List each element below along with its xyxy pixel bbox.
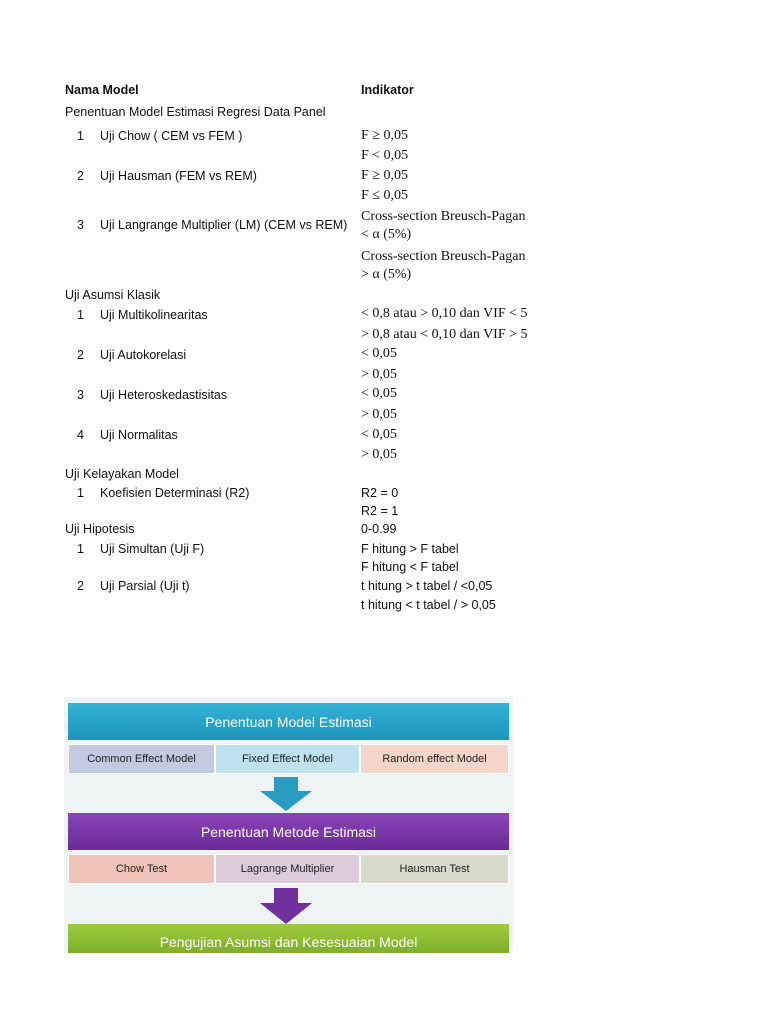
row-number: 1 xyxy=(77,308,84,322)
row-name: Uji Heteroskedastisitas xyxy=(100,388,228,402)
indicator: t hitung > t tabel / <0,05 xyxy=(361,579,493,593)
row-number: 1 xyxy=(77,129,84,143)
indicator: Cross-section Breusch-Pagan xyxy=(361,209,526,224)
row-number: 3 xyxy=(77,218,84,232)
row-name: Uji Autokorelasi xyxy=(100,348,187,362)
section-title: Uji Hipotesis xyxy=(65,522,135,536)
row-number: 2 xyxy=(77,169,84,183)
indicator: Cross-section Breusch-Pagan xyxy=(361,249,526,264)
row-name: Uji Langrange Multiplier (LM) (CEM vs REM) xyxy=(100,218,348,232)
down-arrow-icon xyxy=(260,888,312,924)
row-number: 4 xyxy=(77,428,84,442)
header-name: Nama Model xyxy=(65,83,139,97)
indicator: > 0,05 xyxy=(361,367,397,382)
estimation-flow-diagram xyxy=(64,697,513,953)
row-name: Uji Simultan (Uji F) xyxy=(100,542,205,556)
indicator: F hitung < F tabel xyxy=(361,560,459,574)
indicator: < 0,05 xyxy=(361,386,397,401)
option-lagrange-multiplier: Lagrange Multiplier xyxy=(215,854,360,884)
section-title: Penentuan Model Estimasi Regresi Data Panel xyxy=(65,105,326,119)
indicator: < 0,8 atau > 0,10 dan VIF < 5 xyxy=(361,306,528,321)
stage3-title: Pengujian Asumsi dan Kesesuaian Model xyxy=(68,924,509,953)
indicator: R2 = 0 xyxy=(361,486,399,500)
option-fixed-effect-model: Fixed Effect Model xyxy=(215,744,360,774)
indicator: > 0,05 xyxy=(361,407,397,422)
indicator: < 0,05 xyxy=(361,427,397,442)
row-number: 3 xyxy=(77,388,84,402)
row-name: Uji Hausman (FEM vs REM) xyxy=(100,169,257,183)
indicator: < α (5%) xyxy=(361,227,412,242)
section-title: Uji Asumsi Klasik xyxy=(65,288,161,302)
indicator: > 0,8 atau < 0,10 dan VIF > 5 xyxy=(361,327,528,342)
down-arrow-icon xyxy=(260,777,312,811)
section-title: Uji Kelayakan Model xyxy=(65,467,179,481)
indicator: F hitung > F tabel xyxy=(361,542,459,556)
indicator: F ≥ 0,05 xyxy=(361,128,408,143)
indicator: t hitung < t tabel / > 0,05 xyxy=(361,598,496,612)
indicator: > 0,05 xyxy=(361,447,397,462)
stage1-title: Penentuan Model Estimasi xyxy=(68,703,509,740)
indicator: R2 = 1 xyxy=(361,504,399,518)
row-number: 2 xyxy=(77,579,84,593)
option-hausman-test: Hausman Test xyxy=(360,854,509,884)
indicator: 0-0.99 xyxy=(361,522,397,536)
row-name: Uji Multikolinearitas xyxy=(100,308,208,322)
indicator: F < 0,05 xyxy=(361,148,409,163)
header-indicator: Indikator xyxy=(361,83,414,97)
indicator: > α (5%) xyxy=(361,267,412,282)
row-number: 2 xyxy=(77,348,84,362)
indicator: F ≥ 0,05 xyxy=(361,168,408,183)
row-name: Koefisien Determinasi (R2) xyxy=(100,486,250,500)
row-number: 1 xyxy=(77,486,84,500)
indicator: < 0,05 xyxy=(361,346,397,361)
stage2-title: Penentuan Metode Estimasi xyxy=(68,813,509,850)
row-name: Uji Chow ( CEM vs FEM ) xyxy=(100,129,243,143)
indicator: F ≤ 0,05 xyxy=(361,188,408,203)
option-random-effect-model: Random effect Model xyxy=(360,744,509,774)
row-name: Uji Normalitas xyxy=(100,428,178,442)
row-number: 1 xyxy=(77,542,84,556)
row-name: Uji Parsial (Uji t) xyxy=(100,579,190,593)
option-chow-test: Chow Test xyxy=(68,854,215,884)
option-common-effect-model: Common Effect Model xyxy=(68,744,215,774)
